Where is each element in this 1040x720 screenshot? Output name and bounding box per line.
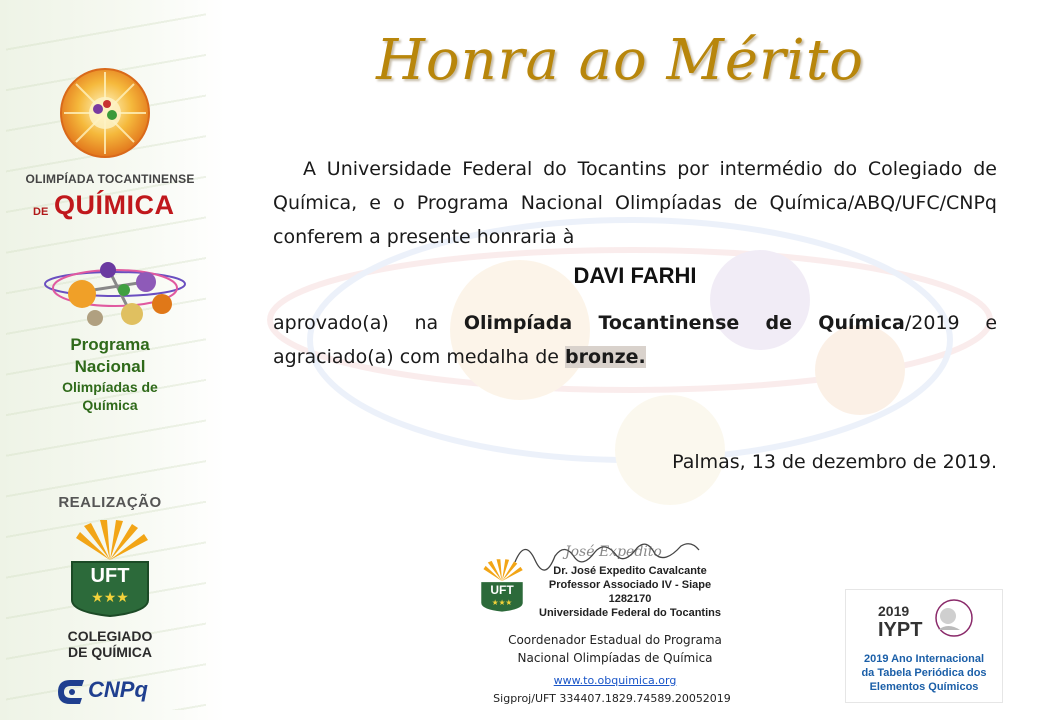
coordinator-label	[470, 631, 760, 667]
approved-prefix: aprovado(a) na	[273, 312, 464, 334]
website-link[interactable]: www.to.obquimica.org	[553, 674, 677, 687]
signer-name: Dr. José Expedito Cavalcante	[553, 565, 707, 577]
olympiad-de: DE	[33, 206, 49, 218]
uft-small-logo-icon	[478, 556, 526, 616]
iypt-year: 2019	[878, 603, 910, 619]
program-line3: Olimpíadas de	[62, 379, 158, 395]
cnpq-text: CNPq	[88, 677, 148, 702]
signature-handwriting: José Expedito	[565, 544, 662, 560]
coordinator-line2: Nacional Olimpíadas de Química	[517, 651, 713, 665]
svg-text:★★★: ★★★	[91, 590, 129, 606]
approval-paragraph	[273, 306, 997, 374]
colegiado-label	[30, 628, 190, 660]
intro-paragraph	[273, 152, 997, 254]
intro-text: A Universidade Federal do Tocantins por intermédio do Colegiado de Química, e o Programa Nacional Olimpíadas de Química/ABQ/UFC/CNPq conferem a presente honraria à	[273, 158, 997, 248]
svg-text:UFT: UFT	[490, 583, 514, 598]
program-line1: Programa	[70, 335, 150, 354]
uft-text: UFT	[90, 565, 130, 587]
approved-suffix: /2019 e agraciado(a) com medalha de	[273, 312, 998, 368]
signature-block	[530, 564, 730, 620]
iypt-logo-icon	[878, 596, 978, 640]
realizacao-label: REALIZAÇÃO	[58, 494, 162, 511]
place-date: Palmas, 13 de dezembro de 2019.	[672, 451, 997, 473]
colegiado-line2: DE QUÍMICA	[68, 644, 152, 660]
svg-text:★★★: ★★★	[491, 598, 513, 608]
olympiad-title: OLIMPÍADA TOCANTINENSE	[25, 172, 195, 186]
colegiado-line1: COLEGIADO	[67, 628, 153, 644]
iypt-caption	[846, 652, 1002, 694]
program-line4: Química	[82, 397, 138, 413]
signer-role: Professor Associado IV - Siape 1282170	[548, 579, 712, 605]
medal-type: bronze.	[565, 346, 646, 368]
uft-logo-icon	[66, 520, 154, 618]
program-line2: Nacional	[74, 357, 146, 376]
program-label	[40, 334, 180, 414]
coordinator-line1: Coordenador Estadual do Programa	[508, 633, 722, 647]
iypt-line3: Elementos Químicos	[869, 681, 979, 693]
recipient-name: DAVI FARHI	[573, 263, 697, 288]
olympiad-sun-logo-icon	[58, 66, 152, 160]
molecule-illustration-icon	[40, 252, 190, 332]
iypt-line1: 2019 Ano Internacional	[863, 653, 985, 665]
sigproj-code: Sigproj/UFT 334407.1829.74589.20052019	[493, 692, 731, 705]
iypt-line2: da Tabela Periódica dos	[861, 667, 987, 679]
signer-institution: Universidade Federal do Tocantins	[539, 607, 721, 619]
certificate-title: Honra ao Mérito	[376, 28, 864, 93]
olympiad-name: Olimpíada Tocantinense de Química	[463, 312, 905, 334]
iypt-acronym: IYPT	[878, 619, 923, 640]
olympiad-quimica: QUÍMICA	[54, 190, 175, 220]
